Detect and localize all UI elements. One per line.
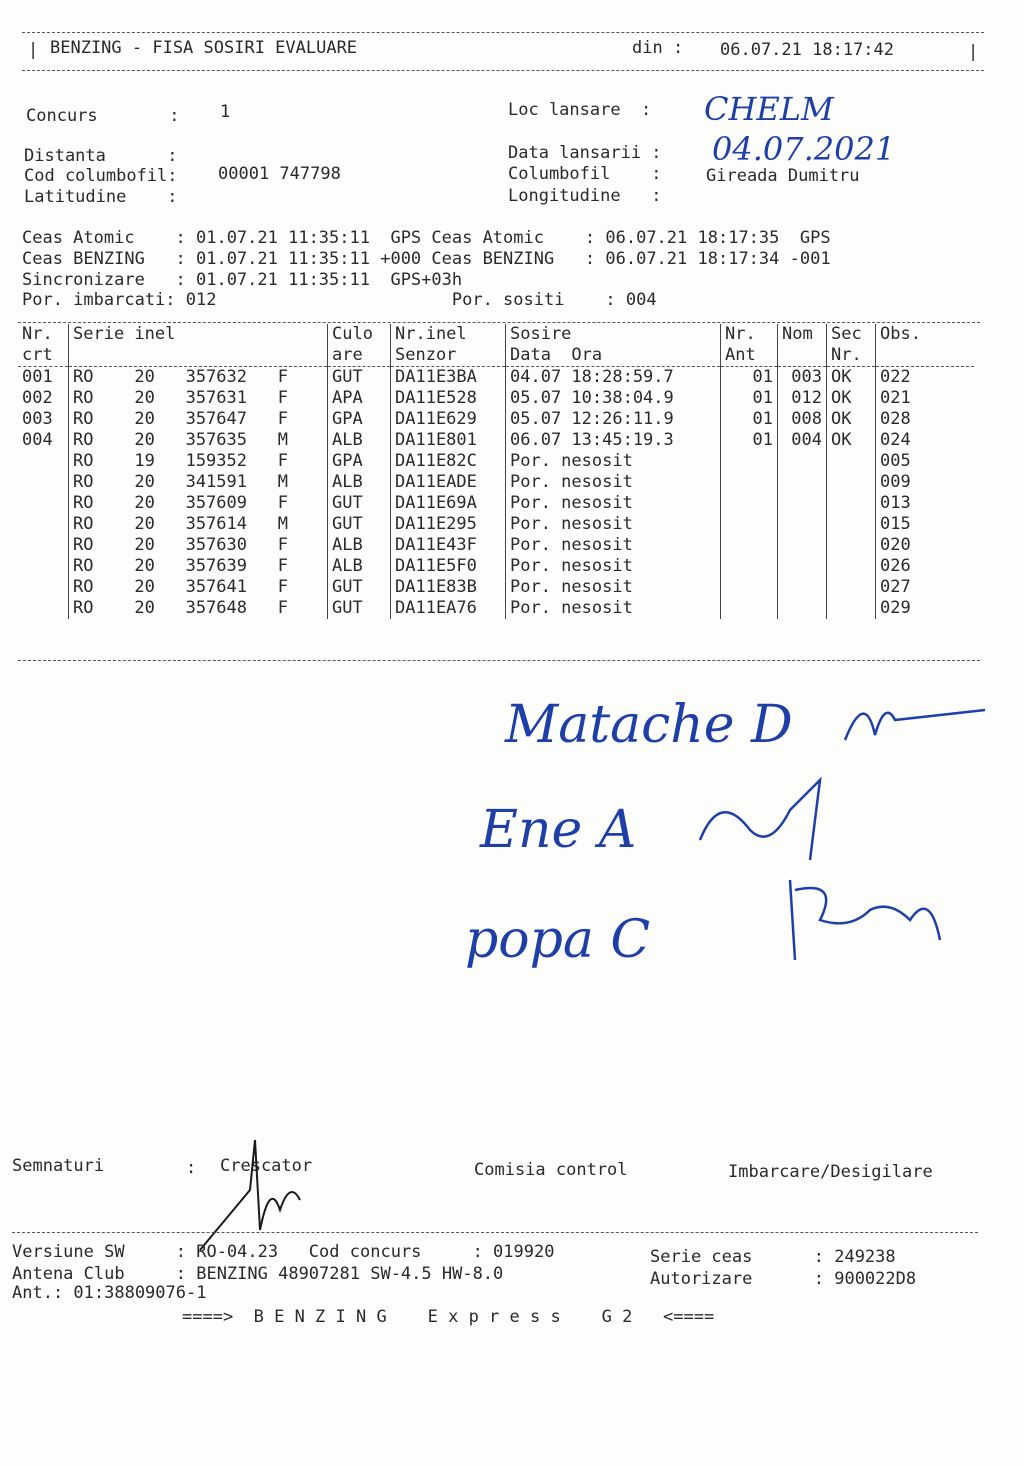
cell-serie: RO 20 357647 F xyxy=(69,409,328,430)
footer-versiune-line: Versiune SW : RO-04.23 Cod concurs : 019920 xyxy=(12,1242,555,1262)
scribble-signature-2 xyxy=(690,770,850,870)
header-sec-nr: Nr. xyxy=(827,345,876,367)
cell-nr xyxy=(18,493,69,514)
table-row xyxy=(18,367,974,389)
cell-nr: 002 xyxy=(18,388,69,409)
cell-ant xyxy=(721,493,778,514)
cell-nom xyxy=(778,514,827,535)
cell-serie: RO 20 341591 M xyxy=(69,472,328,493)
cell-sosire: Por. nesosit xyxy=(506,556,721,577)
data-lansarii-value: 04.07.2021 xyxy=(712,130,896,168)
table-top-rule xyxy=(18,322,980,323)
cell-obs: 013 xyxy=(880,493,911,513)
table-bottom-rule xyxy=(18,660,980,661)
header-senzor: Nr.inel xyxy=(391,324,506,345)
header-right-bar: | xyxy=(968,42,979,62)
header-top-rule xyxy=(22,32,984,33)
cell-sosire: Por. nesosit xyxy=(506,535,721,556)
cell-obs: 015 xyxy=(880,514,911,534)
cell-ant xyxy=(721,556,778,577)
cell-serie: RO 20 357641 F xyxy=(69,577,328,598)
header-ant: Nr. xyxy=(721,324,778,345)
loc-lansare-value: CHELM xyxy=(704,90,834,128)
footer-serie-ceas: Serie ceas : 249238 xyxy=(650,1247,896,1267)
comisia-label: Comisia control xyxy=(474,1160,628,1180)
cell-nom xyxy=(778,535,827,556)
header-blank xyxy=(69,345,328,367)
cell-nom: 004 xyxy=(778,430,827,451)
handwritten-signature-3: popa C xyxy=(465,910,651,970)
clock-atomic-line: Ceas Atomic : 01.07.21 11:35:11 GPS Ceas Atomic : 06.07.21 18:17:35 GPS xyxy=(22,228,831,248)
cell-nom xyxy=(778,577,827,598)
cell-ant: 01 xyxy=(721,409,778,430)
scribble-signature-3 xyxy=(780,870,950,970)
cell-obs: 028 xyxy=(880,409,911,429)
cell-serie: RO 20 357632 F xyxy=(69,367,328,389)
header-sosire: Sosire xyxy=(506,324,721,345)
distanta-label: Distanta : xyxy=(24,146,178,166)
scribble-signature-1 xyxy=(835,680,995,760)
cell-sosire: 06.07 13:45:19.3 xyxy=(506,430,721,451)
cell-nom: 003 xyxy=(778,367,827,389)
cell-obs: 022 xyxy=(880,367,911,387)
cell-nr xyxy=(18,598,69,619)
table-row xyxy=(18,535,974,556)
cell-sec xyxy=(827,556,876,577)
concurs-value: 1 xyxy=(220,102,231,122)
header-serie: Serie inel xyxy=(69,324,328,345)
header-senzor-2: Senzor xyxy=(391,345,506,367)
cell-senzor: DA11E83B xyxy=(391,577,506,598)
cell-serie: RO 20 357614 M xyxy=(69,514,328,535)
cell-nr xyxy=(18,556,69,577)
cell-serie: RO 20 357635 M xyxy=(69,430,328,451)
cell-serie: RO 20 357609 F xyxy=(69,493,328,514)
cell-ant: 01 xyxy=(721,388,778,409)
cell-nom xyxy=(778,556,827,577)
cell-culoare: ALB xyxy=(328,430,391,451)
crescator-signature-scribble xyxy=(180,1130,320,1260)
cell-ant xyxy=(721,577,778,598)
table-row xyxy=(18,577,974,598)
cell-sosire: Por. nesosit xyxy=(506,577,721,598)
cell-obs: 027 xyxy=(880,577,911,597)
cell-culoare: ALB xyxy=(328,535,391,556)
porumbei-line: Por. imbarcati: 012 Por. sositi : 004 xyxy=(22,290,657,310)
table-row xyxy=(18,388,974,409)
cell-nom: 012 xyxy=(778,388,827,409)
cell-culoare: GUT xyxy=(328,598,391,619)
cell-ant: 01 xyxy=(721,367,778,389)
footer-autorizare: Autorizare : 900022D8 xyxy=(650,1269,917,1289)
cell-senzor: DA11EA76 xyxy=(391,598,506,619)
cell-serie: RO 20 357630 F xyxy=(69,535,328,556)
cell-senzor: DA11E3BA xyxy=(391,367,506,389)
header-nom-2 xyxy=(778,345,827,367)
header-nom: Nom xyxy=(778,324,827,345)
cell-senzor: DA11E69A xyxy=(391,493,506,514)
cell-obs: 029 xyxy=(880,598,911,618)
handwritten-signature-1: Matache D xyxy=(505,695,793,755)
cell-senzor: DA11E801 xyxy=(391,430,506,451)
cell-nom xyxy=(778,493,827,514)
table-row xyxy=(18,556,974,577)
table-header-row-2 xyxy=(18,345,974,367)
cell-sec: OK xyxy=(827,388,876,409)
cod-columbofil-label: Cod columbofil: xyxy=(24,166,178,186)
cell-sosire: 04.07 18:28:59.7 xyxy=(506,367,721,389)
cell-nr xyxy=(18,577,69,598)
din-label: din : xyxy=(632,38,684,58)
cell-culoare: GUT xyxy=(328,577,391,598)
latitudine-label: Latitudine : xyxy=(24,187,178,207)
cell-obs: 020 xyxy=(880,535,911,555)
table-row xyxy=(18,493,974,514)
cell-senzor: DA11E5F0 xyxy=(391,556,506,577)
cell-ant xyxy=(721,535,778,556)
cell-culoare: GUT xyxy=(328,367,391,389)
cell-sosire: Por. nesosit xyxy=(506,493,721,514)
semnaturi-colon: : xyxy=(186,1158,197,1178)
cell-sec xyxy=(827,514,876,535)
cell-sosire: Por. nesosit xyxy=(506,514,721,535)
cell-sec xyxy=(827,472,876,493)
longitudine-label: Longitudine : xyxy=(508,186,662,206)
footer-rule xyxy=(12,1232,978,1233)
header-ant-2: Ant xyxy=(721,345,778,367)
cell-culoare: GUT xyxy=(328,493,391,514)
din-value: 06.07.21 18:17:42 xyxy=(720,40,894,60)
cell-culoare: GPA xyxy=(328,409,391,430)
cell-senzor: DA11E295 xyxy=(391,514,506,535)
header-obs: Obs. xyxy=(880,324,921,344)
cell-nr xyxy=(18,451,69,472)
cell-sosire: 05.07 10:38:04.9 xyxy=(506,388,721,409)
cell-nr: 001 xyxy=(18,367,69,389)
data-lansarii-label: Data lansarii : xyxy=(508,143,662,163)
cell-culoare: ALB xyxy=(328,556,391,577)
sincronizare-line: Sincronizare : 01.07.21 11:35:11 GPS+03h xyxy=(22,270,463,290)
cell-sosire: Por. nesosit xyxy=(506,598,721,619)
cell-nr xyxy=(18,472,69,493)
cell-culoare: GPA xyxy=(328,451,391,472)
header-data-ora: Data Ora xyxy=(506,345,721,367)
cell-sec xyxy=(827,577,876,598)
cell-obs: 009 xyxy=(880,472,911,492)
cell-senzor: DA11EADE xyxy=(391,472,506,493)
cell-senzor: DA11E82C xyxy=(391,451,506,472)
footer-ant-line: Ant.: 01:38809076-1 xyxy=(12,1283,207,1303)
crescator-label: Crescator xyxy=(220,1156,313,1176)
header-left-bar: | xyxy=(28,40,39,60)
cell-nr: 004 xyxy=(18,430,69,451)
cell-ant: 01 xyxy=(721,430,778,451)
header-sec: Sec xyxy=(827,324,876,345)
footer-brand: ====> B E N Z I N G E x p r e s s G 2 <==== xyxy=(182,1307,715,1327)
table-row xyxy=(18,598,974,619)
cell-sec xyxy=(827,493,876,514)
cell-nom xyxy=(778,451,827,472)
cell-culoare: APA xyxy=(328,388,391,409)
concurs-label: Concurs : xyxy=(26,106,180,126)
cell-ant xyxy=(721,514,778,535)
header-crt: crt xyxy=(18,345,69,367)
header-nr: Nr. xyxy=(18,324,69,345)
columbofil-value: Gireada Dumitru xyxy=(706,166,860,186)
columbofil-label: Columbofil : xyxy=(508,164,662,184)
cell-sec: OK xyxy=(827,409,876,430)
cell-obs: 005 xyxy=(880,451,911,471)
cell-nom xyxy=(778,472,827,493)
cell-nr xyxy=(18,535,69,556)
cell-sec: OK xyxy=(827,367,876,389)
table-row xyxy=(18,472,974,493)
header-culoare: Culo xyxy=(328,324,391,345)
cell-culoare: GUT xyxy=(328,514,391,535)
cell-ant xyxy=(721,451,778,472)
cell-serie: RO 20 357639 F xyxy=(69,556,328,577)
cell-serie: RO 20 357648 F xyxy=(69,598,328,619)
cell-serie: RO 19 159352 F xyxy=(69,451,328,472)
cell-senzor: DA11E43F xyxy=(391,535,506,556)
cell-senzor: DA11E629 xyxy=(391,409,506,430)
cell-nom: 008 xyxy=(778,409,827,430)
cell-serie: RO 20 357631 F xyxy=(69,388,328,409)
header-are: are xyxy=(328,345,391,367)
cell-sec xyxy=(827,535,876,556)
table-row xyxy=(18,430,974,451)
cell-senzor: DA11E528 xyxy=(391,388,506,409)
cod-columbofil-value: 00001 747798 xyxy=(218,164,341,184)
header-obs-2 xyxy=(876,345,975,367)
table-row xyxy=(18,514,974,535)
table-header-row xyxy=(18,324,974,345)
cell-sec xyxy=(827,451,876,472)
clock-benzing-line: Ceas BENZING : 01.07.21 11:35:11 +000 Ceas BENZING : 06.07.21 18:17:34 -001 xyxy=(22,249,831,269)
cell-ant xyxy=(721,472,778,493)
cell-sosire: 05.07 12:26:11.9 xyxy=(506,409,721,430)
cell-nr: 003 xyxy=(18,409,69,430)
imbarcare-label: Imbarcare/Desigilare xyxy=(728,1162,933,1182)
cell-sec: OK xyxy=(827,430,876,451)
handwritten-signature-2: Ene A xyxy=(480,800,637,860)
cell-sec xyxy=(827,598,876,619)
footer-antena-line: Antena Club : BENZING 48907281 SW-4.5 HW-8.0 xyxy=(12,1264,504,1284)
document-title: BENZING - FISA SOSIRI EVALUARE xyxy=(50,38,358,58)
loc-lansare-label: Loc lansare : xyxy=(508,100,652,120)
cell-sosire: Por. nesosit xyxy=(506,451,721,472)
table-row xyxy=(18,409,974,430)
cell-ant xyxy=(721,598,778,619)
cell-nom xyxy=(778,598,827,619)
cell-sosire: Por. nesosit xyxy=(506,472,721,493)
header-bottom-rule xyxy=(22,70,984,71)
cell-obs: 026 xyxy=(880,556,911,576)
arrivals-table xyxy=(18,324,974,619)
cell-nr xyxy=(18,514,69,535)
table-row xyxy=(18,451,974,472)
cell-culoare: ALB xyxy=(328,472,391,493)
cell-obs: 021 xyxy=(880,388,911,408)
semnaturi-label: Semnaturi xyxy=(12,1156,105,1176)
cell-obs: 024 xyxy=(880,430,911,450)
